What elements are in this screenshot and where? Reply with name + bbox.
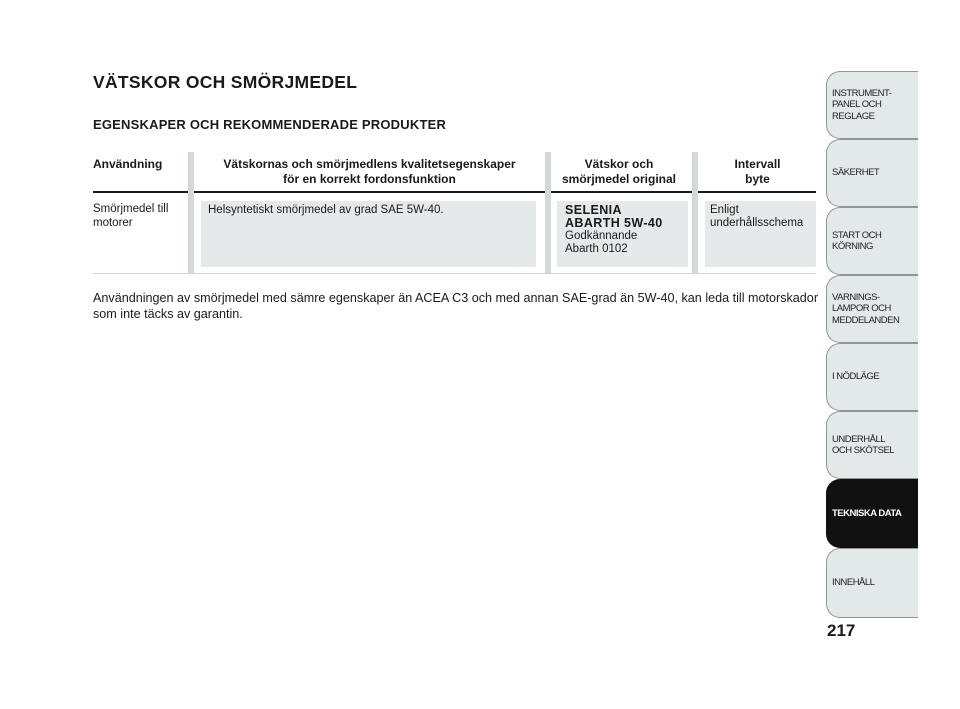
cell-usage-line2: motorer <box>93 217 133 229</box>
header-quality-line2: för en korrekt fordonsfunktion <box>283 172 456 186</box>
warning-note: Användningen av smörjmedel med sämre egenskaper än ACEA C3 och med annan SAE-grad än 5W-40, kan leda till motorskador som inte täcks av garantin. <box>93 291 819 321</box>
column-separator <box>692 152 698 274</box>
cell-quality-text: Helsyntetiskt smörjmedel av grad SAE 5W-40. <box>208 204 444 216</box>
cell-original-approval-line2: Abarth 0102 <box>565 243 628 255</box>
cell-original-brand-line1: SELENIA <box>565 203 622 217</box>
header-divider <box>93 191 816 193</box>
section-subtitle: EGENSKAPER OCH REKOMMENDERADE PRODUKTER <box>93 117 447 132</box>
row-divider <box>93 273 816 274</box>
cell-original-approval-line1: Godkännande <box>565 230 638 242</box>
header-interval-line1: Intervall <box>734 157 781 171</box>
cell-usage <box>93 202 168 230</box>
header-original-line2: smörjmedel original <box>561 172 677 186</box>
cell-original <box>557 201 688 267</box>
tab-underhall[interactable]: UNDERHÅLL OCH SKÖTSEL <box>826 411 918 479</box>
page-number: 217 <box>827 621 856 640</box>
cell-interval-line2: underhållsschema <box>710 217 804 229</box>
page-title: VÄTSKOR OCH SMÖRJMEDEL <box>93 72 358 92</box>
tab-i-nodlage[interactable]: I NÖDLÄGE <box>826 343 918 411</box>
header-usage: Användning <box>93 157 163 171</box>
cell-interval <box>705 201 816 267</box>
cell-usage-line1: Smörjmedel till <box>93 203 169 215</box>
header-quality-line1: Vätskornas och smörjmedlens kvalitetsegenskaper <box>223 157 516 171</box>
header-interval <box>700 157 815 187</box>
header-original-line1: Vätskor och <box>584 157 654 171</box>
tab-varningslampor[interactable]: VARNINGS- LAMPOR OCH MEDDELANDEN <box>826 275 918 343</box>
cell-original-brand-line2: ABARTH 5W-40 <box>565 216 663 230</box>
tab-instrumentpanel[interactable]: INSTRUMENT- PANEL OCH REGLAGE <box>826 71 918 139</box>
column-separator <box>545 152 551 274</box>
header-original <box>548 157 690 187</box>
header-interval-line2: byte <box>745 172 770 186</box>
tab-tekniska-data[interactable]: TEKNISKA DATA <box>826 479 918 548</box>
cell-quality <box>201 201 536 267</box>
tab-innehall[interactable]: INNEHÅLL <box>826 548 918 618</box>
column-separator <box>188 152 194 274</box>
cell-interval-line1: Enligt <box>710 204 739 216</box>
tab-start-och-korning[interactable]: START OCH KÖRNING <box>826 207 918 275</box>
tab-sakerhet[interactable]: SÄKERHET <box>826 139 918 207</box>
header-quality <box>197 157 542 187</box>
